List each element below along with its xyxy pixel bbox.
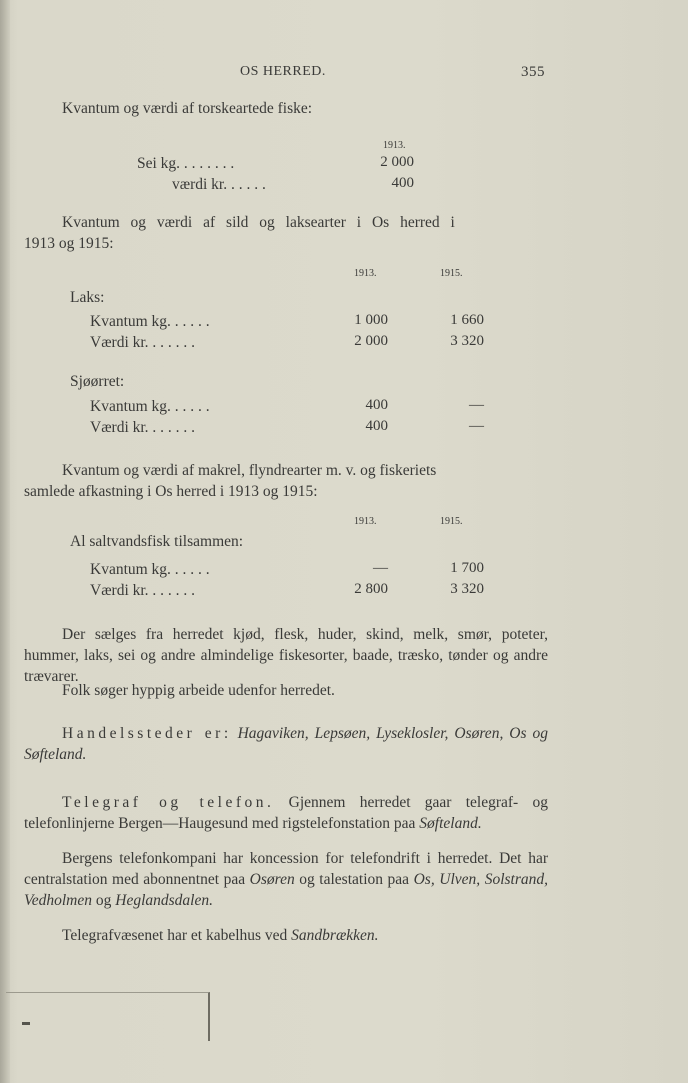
makrel-heading: Kvantum og værdi af makrel, flyndrearter m. v. og fiskeriets: [62, 462, 437, 479]
sjoerret-label: Sjøørret:: [70, 373, 125, 390]
torsk-row-label: Sei kg. . . . . . . .: [137, 155, 235, 172]
makrel-heading-cont: samlede afkastning i Os herred i 1913 og 1915:: [24, 483, 318, 500]
makrel-value-1913: —: [373, 560, 388, 576]
paragraph-saelges: Der sælges fra herredet kjød, flesk, huder, skind, melk, smør, poteter, hummer, laks, sei og andre almindelige fiskesorter, baade, træsko, tønder og andre trævarer.: [24, 626, 548, 685]
handelssteder-lead: Handelssteder er:: [62, 725, 232, 742]
laks-value-1913: 2 000: [354, 333, 388, 349]
bergens-og: og: [95, 892, 112, 909]
paragraph-kabelhus: [24, 925, 548, 946]
telegraf-text: Gjennem herredet gaar telegraf- og telefonlinjerne Bergen—Haugesund med rigstelefonstation paa: [24, 794, 548, 832]
laks-value-1913: 1 000: [354, 312, 388, 328]
makrel-group-label: Al saltvandsfisk tilsammen:: [70, 533, 244, 550]
makrel-value-1913: 2 800: [354, 581, 388, 597]
makrel-year-header-1913: 1913.: [354, 516, 377, 527]
makrel-row-label: Værdi kr. . . . . . .: [90, 582, 196, 599]
paragraph-handelssteder: [24, 723, 548, 765]
torsk-row-label: værdi kr. . . . . .: [172, 176, 266, 193]
sjoerret-value-1915: —: [469, 397, 484, 413]
telegraf-place: Søfteland.: [419, 815, 482, 832]
telegraf-lead: Telegraf og telefon.: [62, 794, 275, 811]
library-stamp-frame: [6, 992, 210, 1041]
sjoerret-value-1915: —: [469, 418, 484, 434]
sild-year-header-1913: 1913.: [354, 268, 377, 279]
bergens-places: Os, Ulven, Solstrand, Vedholmen: [24, 871, 548, 909]
paragraph-telegraf: [24, 792, 548, 834]
makrel-value-1915: 3 320: [450, 581, 484, 597]
sjoerret-value-1913: 400: [365, 418, 388, 434]
sjoerret-row-label: Værdi kr. . . . . . .: [90, 419, 196, 436]
handelssteder-places: Hagaviken, Lepsøen, Lyseklosler, Osøren, Os og Søfteland.: [24, 725, 548, 763]
book-spine-shadow: [0, 0, 10, 1083]
torsk-row-value: 2 000: [380, 154, 414, 170]
sild-heading-cont: 1913 og 1915:: [24, 235, 114, 252]
torsk-heading: Kvantum og værdi af torskeartede fiske:: [62, 100, 313, 117]
page-number: 355: [521, 64, 545, 80]
sjoerret-value-1913: 400: [365, 397, 388, 413]
torsk-row-value: 400: [391, 175, 414, 191]
stamp-mark: [22, 1022, 30, 1025]
makrel-year-header-1915: 1915.: [440, 516, 463, 527]
kabelhus-text: Telegrafvæsenet har et kabelhus ved: [62, 927, 288, 944]
torsk-year-header: 1913.: [383, 140, 406, 151]
kabelhus-place: Sandbrækken.: [291, 927, 379, 944]
laks-row-label: Værdi kr. . . . . . .: [90, 334, 196, 351]
makrel-row-label: Kvantum kg. . . . . .: [90, 561, 210, 578]
sjoerret-row-label: Kvantum kg. . . . . .: [90, 398, 210, 415]
sild-heading: Kvantum og værdi af sild og laksearter i Os herred i: [62, 214, 455, 231]
makrel-value-1915: 1 700: [450, 560, 484, 576]
laks-value-1915: 1 660: [450, 312, 484, 328]
laks-value-1915: 3 320: [450, 333, 484, 349]
paragraph-bergens: [24, 848, 548, 911]
running-header-title: OS HERRED.: [240, 64, 326, 79]
bergens-osoren: Osøren: [249, 871, 295, 888]
bergens-text-2: og talestation paa: [299, 871, 410, 888]
laks-row-label: Kvantum kg. . . . . .: [90, 313, 210, 330]
sild-year-header-1915: 1915.: [440, 268, 463, 279]
bergens-last-place: Heglandsdalen.: [115, 892, 213, 909]
bergens-text: Bergens telefonkompani har koncession for telefondrift i herredet. Det har centralstation med abonnentnet paa: [24, 850, 548, 888]
laks-label: Laks:: [70, 289, 105, 306]
paragraph-folk: Folk søger hyppig arbeide udenfor herredet.: [62, 682, 335, 699]
